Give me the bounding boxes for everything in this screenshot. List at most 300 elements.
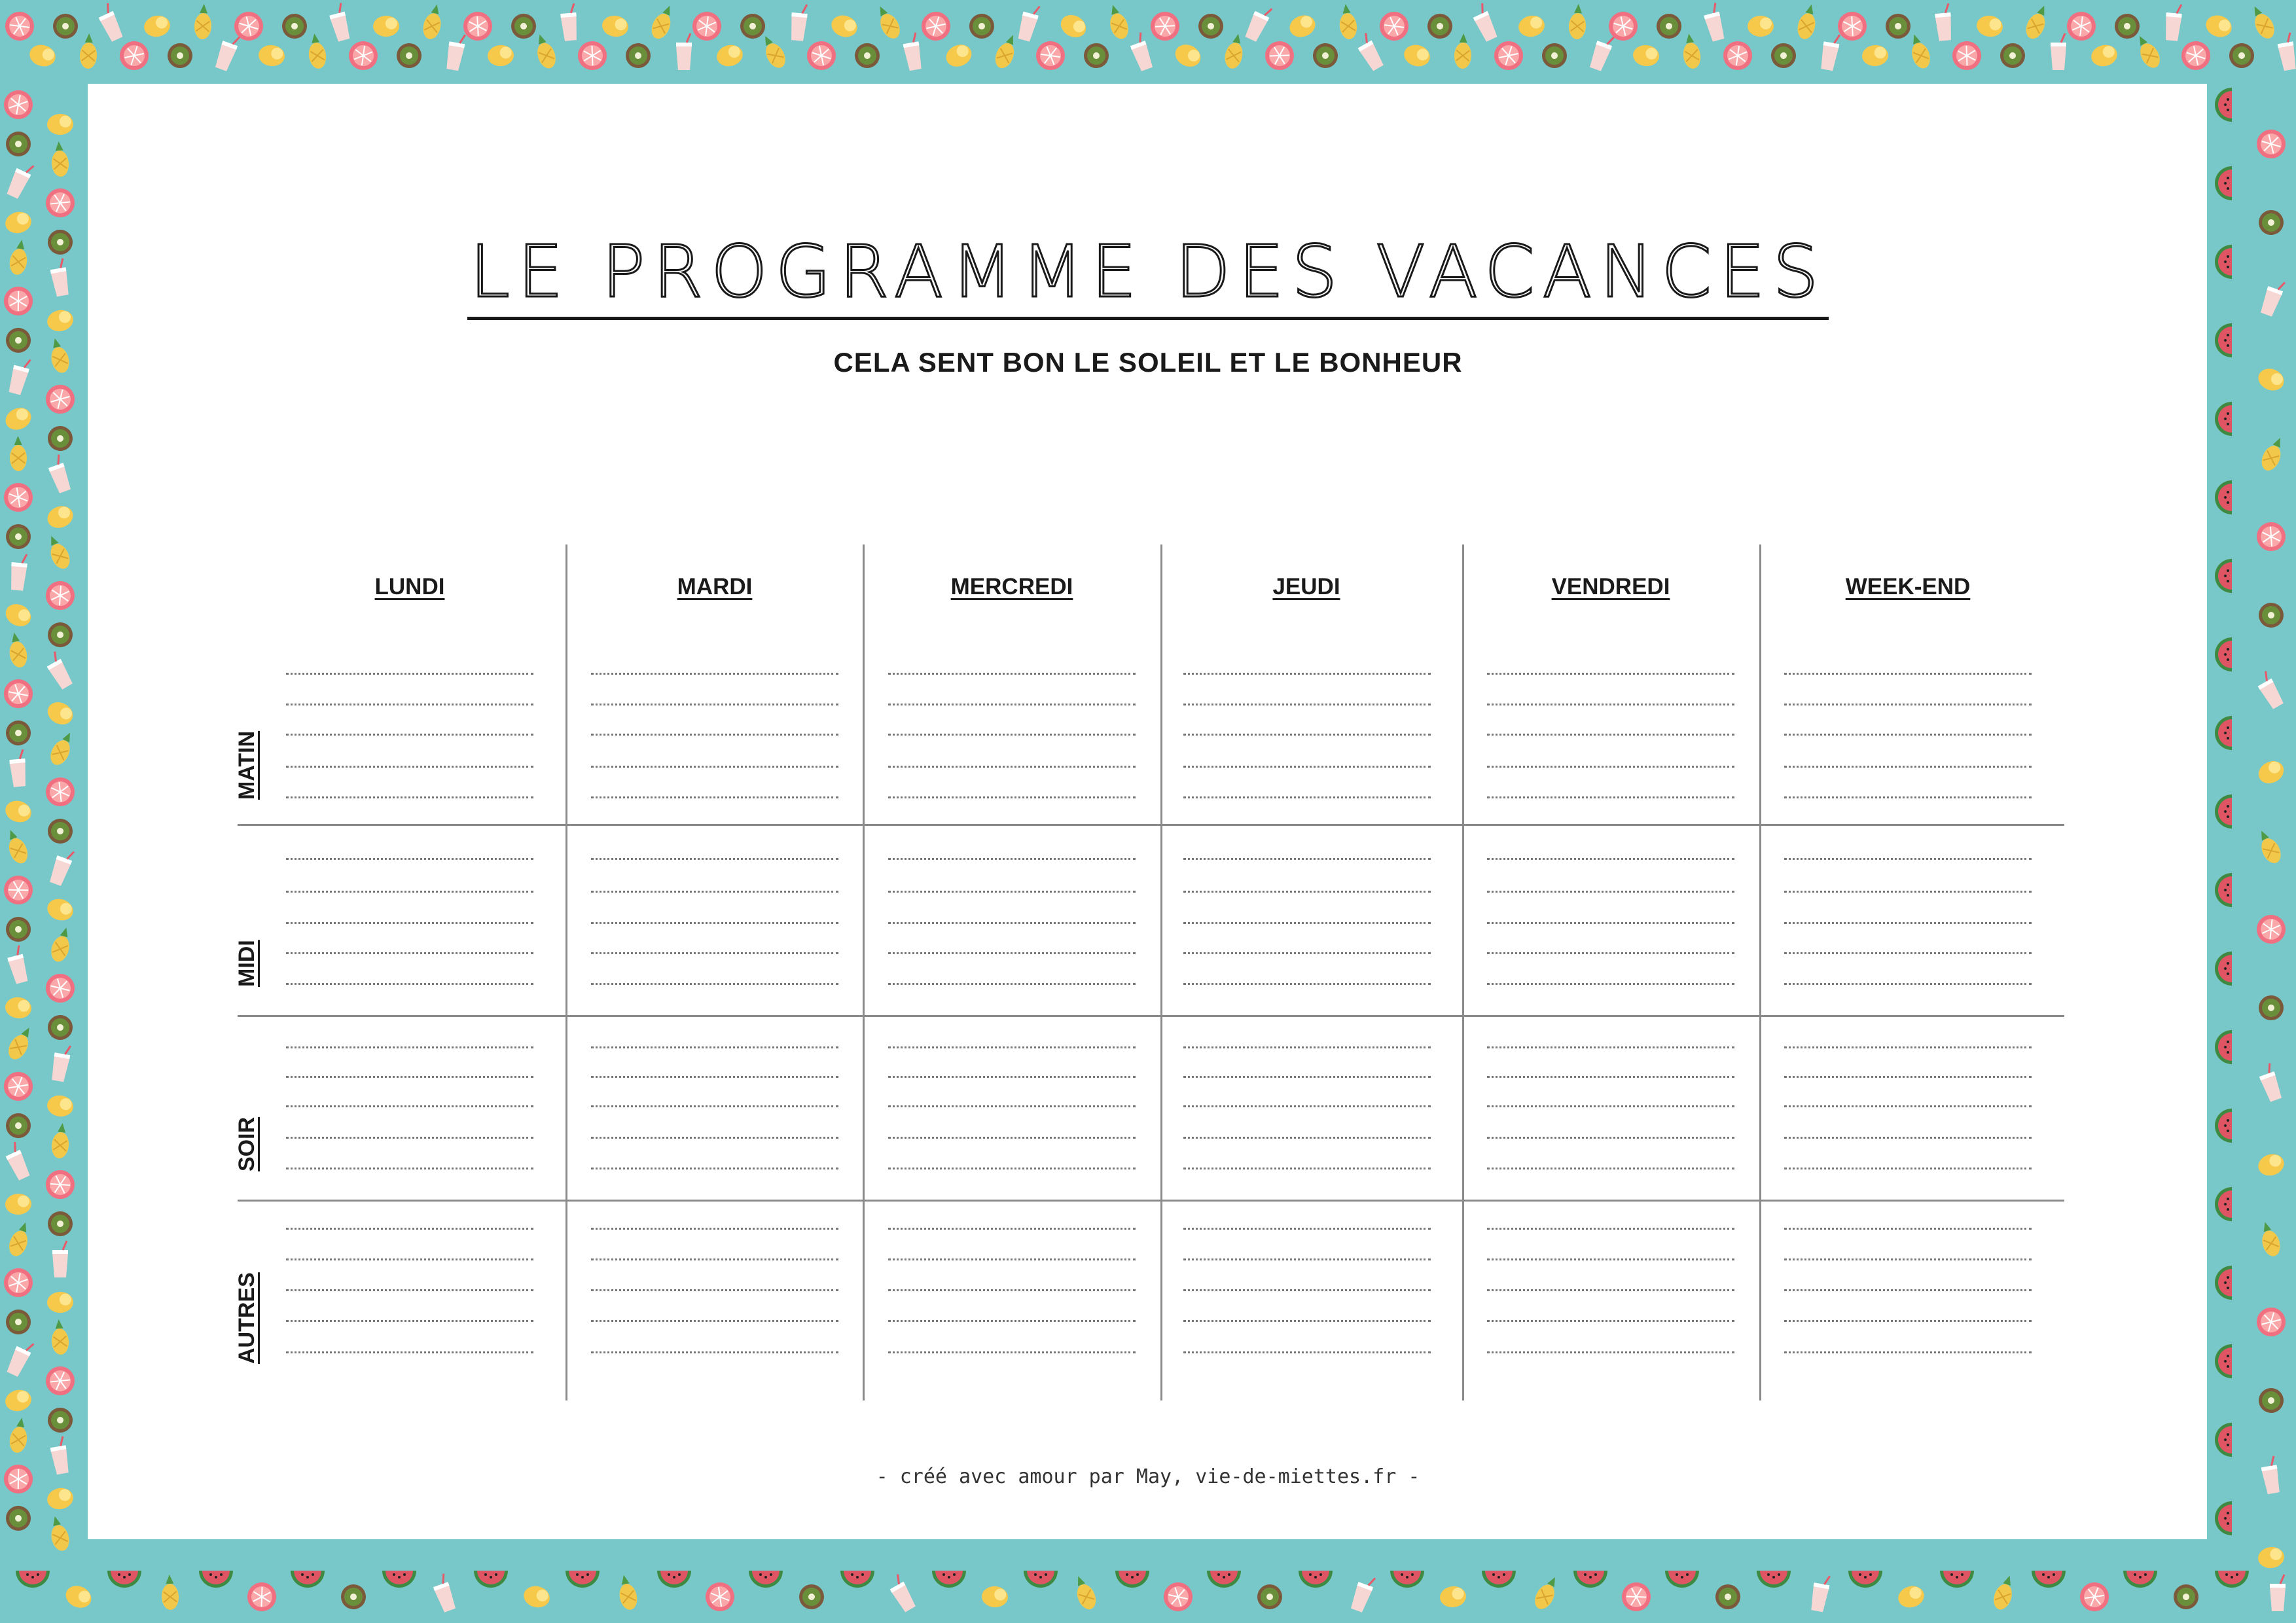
grapefruit-icon [43, 971, 77, 1005]
watermelon-icon [2215, 1187, 2232, 1221]
watermelon-icon [1207, 1571, 1241, 1588]
grapefruit-icon [242, 1577, 281, 1616]
milkshake-icon [1349, 1573, 1376, 1613]
day-header-lundi: LUNDI [374, 574, 445, 599]
watermelon-icon [2215, 1501, 2232, 1535]
grapefruit-icon [2252, 910, 2290, 948]
writing-line [888, 1228, 1136, 1230]
writing-line [1784, 734, 2032, 736]
pineapple-icon [1568, 3, 1587, 39]
watermelon-icon [1757, 1571, 1791, 1588]
watermelon-icon [1482, 1571, 1516, 1588]
writing-line [1784, 1137, 2032, 1139]
milkshake-icon [43, 651, 75, 690]
pineapple-icon [50, 141, 70, 177]
kiwi-icon [1196, 12, 1226, 41]
milkshake-icon [5, 160, 35, 200]
pineapple-icon [9, 436, 27, 471]
writing-line [1487, 1258, 1734, 1260]
lemon-icon [1861, 45, 1889, 67]
writing-line [286, 704, 533, 705]
milkshake-icon [2253, 671, 2286, 710]
kiwi-icon [1767, 39, 1800, 72]
grapefruit-icon [1492, 39, 1526, 73]
lemon-icon [1401, 42, 1432, 69]
kiwi-icon [5, 131, 31, 157]
writing-line [591, 983, 838, 985]
writing-line [286, 1076, 533, 1078]
kiwi-icon [44, 815, 76, 847]
writing-line [1487, 796, 1734, 798]
watermelon-icon [2123, 1571, 2157, 1588]
writing-line [1487, 1351, 1734, 1353]
pineapple-icon [43, 533, 73, 572]
milkshake-icon [48, 847, 75, 887]
writing-line [591, 704, 838, 705]
writing-line [888, 1076, 1136, 1078]
lemon-icon [1748, 16, 1774, 37]
writing-line [591, 673, 838, 675]
row-divider [238, 824, 2064, 826]
day-header-jeudi: JEUDI [1272, 574, 1340, 599]
pineapple-icon [2257, 1220, 2283, 1258]
grapefruit-icon [803, 37, 839, 73]
writing-line [1487, 858, 1734, 860]
writing-line [1183, 1076, 1431, 1078]
writing-line [1487, 673, 1734, 675]
pineapple-icon [2247, 3, 2278, 42]
lemon-icon [45, 1486, 75, 1512]
page-title-text: LE PROGRAMME DES VACANCES [467, 236, 1829, 320]
watermelon-icon [657, 1571, 691, 1588]
watermelon-icon [2032, 1571, 2066, 1588]
grapefruit-icon [41, 577, 80, 615]
lemon-icon [44, 503, 76, 532]
writing-line [1183, 734, 1431, 736]
writing-line [286, 1289, 533, 1291]
kiwi-icon [43, 618, 77, 651]
writing-line [591, 1105, 838, 1107]
kiwi-icon [508, 10, 539, 42]
writing-line [1784, 796, 2032, 798]
lemon-icon [2255, 757, 2287, 787]
pineapple-icon [872, 3, 904, 42]
lemon-icon [1895, 1583, 1926, 1611]
writing-line [286, 796, 533, 798]
grapefruit-icon [1833, 7, 1871, 45]
writing-line [888, 1289, 1136, 1291]
grapefruit-icon [0, 1264, 37, 1301]
pineapple-icon [2258, 435, 2288, 474]
kiwi-icon [49, 10, 81, 42]
kiwi-icon [164, 39, 197, 73]
lemon-icon [3, 209, 33, 236]
writing-line [1487, 983, 1734, 985]
column-divider [1759, 544, 1761, 1400]
kiwi-icon [2170, 1580, 2203, 1614]
writing-line [1183, 1105, 1431, 1107]
milkshake-icon [1702, 3, 1727, 42]
kiwi-icon [46, 1406, 75, 1435]
writing-line [888, 734, 1136, 736]
watermelon-icon [1024, 1571, 1058, 1588]
pineapple-icon [1070, 1573, 1099, 1613]
milkshake-icon [560, 3, 579, 41]
milkshake-icon [2270, 1575, 2286, 1611]
writing-line [286, 1046, 533, 1048]
writing-line [286, 1168, 533, 1169]
writing-line [1487, 891, 1734, 893]
watermelon-icon [1848, 1571, 1882, 1588]
pineapple-icon [2132, 32, 2164, 71]
watermelon-icon [932, 1571, 966, 1588]
grapefruit-icon [1605, 9, 1641, 45]
kiwi-icon [45, 423, 76, 454]
pineapple-icon [1337, 3, 1358, 41]
writing-line [1784, 1105, 2032, 1107]
lemon-icon [1975, 14, 2005, 39]
kiwi-icon [2255, 207, 2287, 238]
day-header-week-end: WEEK-END [1845, 574, 1971, 599]
writing-line [591, 734, 838, 736]
watermelon-icon [199, 1571, 233, 1588]
writing-line [286, 858, 533, 860]
writing-line [1487, 1046, 1734, 1048]
writing-line [888, 1258, 1136, 1260]
watermelon-icon [107, 1571, 141, 1588]
writing-line [591, 858, 838, 860]
watermelon-icon [2215, 88, 2232, 122]
writing-line [1784, 983, 2032, 985]
watermelon-icon [474, 1571, 508, 1588]
grapefruit-icon [2252, 518, 2291, 556]
lemon-icon [601, 14, 630, 39]
lemon-icon [1172, 41, 1204, 71]
writing-line [1784, 1289, 2032, 1291]
writing-line [888, 1320, 1136, 1322]
page-subtitle: CELA SENT BON LE SOLEIL ET LE BONHEUR [833, 347, 1463, 378]
lemon-icon [5, 1193, 32, 1215]
writing-line [1784, 952, 2032, 954]
writing-line [1487, 1168, 1734, 1169]
writing-line [1784, 1168, 2032, 1169]
milkshake-icon [95, 3, 124, 43]
grapefruit-icon [1150, 11, 1180, 41]
writing-line [888, 983, 1136, 985]
writing-line [1487, 952, 1734, 954]
writing-line [1487, 1289, 1734, 1291]
lemon-icon [2089, 43, 2120, 69]
writing-line [1183, 858, 1431, 860]
writing-line [1183, 1137, 1431, 1139]
column-divider [565, 544, 567, 1400]
watermelon-icon [2215, 480, 2232, 514]
watermelon-icon [565, 1571, 600, 1588]
pineapple-icon [48, 925, 75, 964]
kiwi-icon [1998, 41, 2028, 71]
grapefruit-icon [919, 9, 954, 44]
watermelon-icon [1115, 1571, 1149, 1588]
lemon-icon [373, 16, 400, 37]
writing-line [1183, 891, 1431, 893]
milkshake-icon [1354, 33, 1386, 72]
pineapple-icon [1680, 33, 1702, 70]
kiwi-icon [1538, 39, 1571, 73]
milkshake-icon [1934, 3, 1953, 41]
milkshake-icon [2256, 1063, 2284, 1103]
grapefruit-icon [3, 10, 35, 42]
milkshake-icon [1588, 32, 1615, 72]
writing-line [1183, 1289, 1431, 1291]
writing-line [1183, 1168, 1431, 1169]
writing-line [1183, 766, 1431, 768]
milkshake-icon [1127, 32, 1155, 72]
pineapple-icon [531, 32, 558, 71]
milkshake-icon [1016, 3, 1041, 42]
grapefruit-icon [573, 36, 612, 75]
milkshake-icon [52, 1241, 68, 1277]
writing-line [888, 704, 1136, 705]
watermelon-icon [2215, 559, 2232, 593]
pineapple-icon [46, 1514, 71, 1553]
pineapple-icon [992, 32, 1020, 71]
kiwi-icon [1712, 1580, 1744, 1613]
grapefruit-icon [45, 1365, 76, 1397]
lemon-icon [715, 43, 745, 69]
kiwi-icon [45, 1012, 75, 1042]
kiwi-icon [1, 716, 35, 749]
writing-line [1487, 704, 1734, 705]
watermelon-icon [2215, 637, 2232, 671]
watermelon-icon [2215, 952, 2232, 986]
writing-line [888, 766, 1136, 768]
writing-line [286, 1228, 533, 1230]
watermelon-icon [2215, 402, 2232, 436]
writing-line [888, 891, 1136, 893]
watermelon-icon [2215, 1571, 2249, 1588]
lemon-icon [2257, 1545, 2286, 1569]
watermelon-icon [749, 1571, 783, 1588]
day-header-mercredi: MERCREDI [950, 574, 1073, 599]
writing-line [1487, 1105, 1734, 1107]
pineapple-icon [615, 1573, 639, 1611]
kiwi-icon [623, 41, 653, 71]
milkshake-icon [50, 1043, 71, 1082]
kiwi-icon [2255, 991, 2287, 1024]
writing-line [1784, 766, 2032, 768]
pineapple-icon [1795, 3, 1820, 41]
grapefruit-icon [43, 382, 78, 417]
milkshake-icon [213, 32, 241, 72]
writing-line [1487, 1228, 1734, 1230]
writing-line [1784, 1076, 2032, 1078]
writing-line [591, 1137, 838, 1139]
lemon-icon [4, 996, 33, 1020]
kiwi-icon [738, 12, 766, 40]
pineapple-icon [3, 827, 31, 866]
writing-line [286, 1258, 533, 1260]
lemon-icon [942, 41, 975, 71]
milkshake-icon [5, 945, 30, 984]
writing-line [888, 1137, 1136, 1139]
kiwi-icon [2, 913, 35, 946]
watermelon-icon [2215, 1030, 2232, 1064]
pineapple-icon [758, 32, 789, 71]
kiwi-icon [393, 39, 425, 72]
grapefruit-icon [1378, 10, 1410, 42]
writing-line [286, 922, 533, 924]
milkshake-icon [1809, 1573, 1831, 1612]
milkshake-icon [2051, 33, 2066, 70]
column-divider [863, 544, 865, 1400]
writing-line [286, 766, 533, 768]
writing-line [888, 858, 1136, 860]
pineapple-icon [1990, 1573, 2017, 1612]
row-divider [238, 1200, 2064, 1202]
kiwi-icon [1083, 42, 1110, 69]
writing-line [1784, 1258, 2032, 1260]
writing-line [591, 1228, 838, 1230]
day-header-mardi: MARDI [677, 574, 753, 599]
writing-line [591, 1168, 838, 1169]
grapefruit-icon [117, 39, 151, 73]
lemon-icon [2203, 12, 2234, 40]
writing-line [591, 922, 838, 924]
kiwi-icon [5, 1309, 31, 1335]
writing-line [591, 796, 838, 798]
lemon-icon [487, 45, 514, 67]
row-divider [238, 1015, 2064, 1017]
watermelon-icon [2215, 873, 2232, 907]
watermelon-icon [2215, 1109, 2232, 1143]
writing-line [591, 891, 838, 893]
grapefruit-icon [2062, 7, 2100, 45]
milkshake-icon [2276, 32, 2296, 71]
lemon-icon [2, 600, 35, 631]
grapefruit-icon [41, 773, 79, 811]
pineapple-icon [6, 631, 29, 669]
lemon-icon [44, 698, 77, 728]
writing-line [591, 1258, 838, 1260]
pineapple-icon [8, 1416, 30, 1454]
kiwi-icon [1424, 10, 1456, 42]
watermelon-icon [16, 1571, 50, 1588]
lemon-icon [62, 1582, 95, 1612]
writing-line [1784, 1351, 2032, 1353]
writing-line [286, 1351, 533, 1353]
writing-line [1183, 922, 1431, 924]
writing-line [591, 1076, 838, 1078]
kiwi-icon [2254, 598, 2287, 632]
writing-line [286, 734, 533, 736]
lemon-icon [829, 12, 860, 40]
writing-line [888, 796, 1136, 798]
lemon-icon [1287, 12, 1319, 41]
watermelon-icon [2215, 1423, 2232, 1457]
writing-line [1487, 734, 1734, 736]
writing-line [1784, 1320, 2032, 1322]
writing-line [286, 983, 533, 985]
lemon-icon [46, 1291, 73, 1313]
writing-line [286, 891, 533, 893]
writing-line [591, 1351, 838, 1353]
kiwi-icon [2113, 12, 2141, 40]
watermelon-icon [1573, 1571, 1607, 1588]
lemon-icon [257, 44, 285, 67]
writing-line [1784, 858, 2032, 860]
writing-line [1183, 1258, 1431, 1260]
day-header-vendredi: VENDREDI [1551, 574, 1670, 599]
grapefruit-icon [45, 187, 76, 219]
milkshake-icon [430, 1573, 457, 1613]
period-label-autres: AUTRES [234, 1272, 259, 1364]
writing-line [888, 922, 1136, 924]
watermelon-icon [2215, 1344, 2232, 1378]
kiwi-icon [969, 14, 995, 39]
kiwi-icon [278, 9, 312, 43]
writing-line [286, 952, 533, 954]
lemon-icon [1439, 1585, 1467, 1609]
milkshake-icon [1244, 3, 1273, 43]
writing-line [1487, 1320, 1734, 1322]
milkshake-icon [1469, 3, 1499, 43]
kiwi-icon [798, 1584, 825, 1611]
pineapple-icon [421, 3, 445, 41]
lemon-icon [46, 1094, 75, 1118]
writing-line [591, 952, 838, 954]
writing-line [1183, 1046, 1431, 1048]
grapefruit-icon [0, 86, 37, 123]
writing-line [591, 1289, 838, 1291]
grapefruit-icon [1161, 1580, 1195, 1614]
grapefruit-icon [344, 37, 382, 74]
pineapple-icon [50, 1122, 71, 1159]
grapefruit-icon [701, 1578, 738, 1615]
lemon-icon [1057, 10, 1090, 41]
grapefruit-icon [2253, 1304, 2288, 1339]
column-divider [1462, 544, 1464, 1400]
writing-line [1784, 1046, 2032, 1048]
lemon-icon [3, 1387, 33, 1414]
writing-line [286, 1320, 533, 1322]
kiwi-icon [854, 43, 881, 69]
writing-line [1487, 1137, 1734, 1139]
milkshake-icon [9, 749, 27, 787]
milkshake-icon [2164, 3, 2183, 41]
watermelon-icon [1390, 1571, 1424, 1588]
milkshake-icon [789, 3, 808, 41]
writing-line [888, 1105, 1136, 1107]
pineapple-icon [306, 33, 327, 70]
period-label-soir: SOIR [234, 1116, 259, 1171]
lemon-icon [522, 1584, 552, 1611]
grapefruit-icon [231, 9, 267, 45]
period-label-matin: MATIN [234, 730, 259, 800]
watermelon-icon [2215, 794, 2232, 829]
lemon-icon [981, 1586, 1009, 1609]
lemon-icon [2, 404, 34, 433]
grapefruit-icon [45, 1169, 76, 1200]
writing-line [1183, 796, 1431, 798]
pineapple-icon [5, 1024, 37, 1063]
writing-line [1183, 1351, 1431, 1353]
milkshake-icon [9, 553, 28, 591]
writing-line [888, 952, 1136, 954]
watermelon-icon [2215, 166, 2232, 200]
grapefruit-icon [4, 876, 33, 905]
writing-line [888, 1351, 1136, 1353]
pineapple-icon [2022, 3, 2052, 42]
